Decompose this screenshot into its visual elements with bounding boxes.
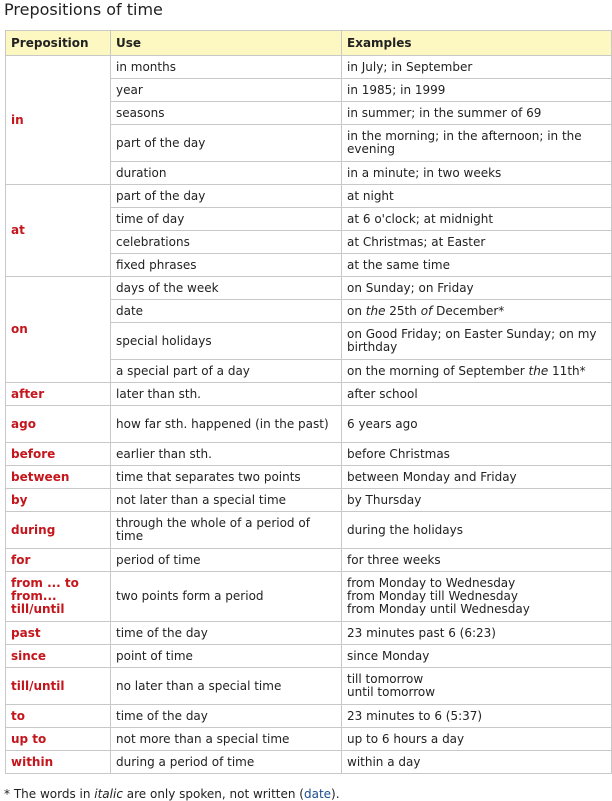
table-row (6, 489, 612, 512)
use-cell: part of the day (111, 185, 342, 208)
preposition-cell: from ... to from... till/until (6, 572, 111, 622)
preposition-cell: at (6, 185, 111, 277)
preposition-cell: for (6, 549, 111, 572)
table-row (6, 572, 612, 622)
spoken-only-word: of (420, 303, 433, 318)
example-cell: till tomorrow until tomorrow (342, 668, 612, 705)
preposition-cell: ago (6, 406, 111, 443)
example-cell: in a minute; in two weeks (342, 162, 612, 185)
example-cell: on Good Friday; on Easter Sunday; on my birthday (342, 323, 612, 360)
header-use: Use (111, 31, 342, 56)
use-cell: special holidays (111, 323, 342, 360)
use-cell: duration (111, 162, 342, 185)
footnote-text: are only spoken, not written ( (122, 787, 304, 801)
table-row (6, 751, 612, 774)
example-cell: by Thursday (342, 489, 612, 512)
table-row (6, 406, 612, 443)
table-row (6, 383, 612, 406)
example-cell: at night (342, 185, 612, 208)
preposition-cell: in (6, 56, 111, 185)
example-cell: at Christmas; at Easter (342, 231, 612, 254)
example-cell (342, 300, 612, 323)
footnote-italic-word: italic (94, 787, 123, 801)
preposition-cell: up to (6, 728, 111, 751)
use-cell: year (111, 79, 342, 102)
table-row (6, 622, 612, 645)
example-cell: from Monday to Wednesday from Monday till Wednesday from Monday until Wednesday (342, 572, 612, 622)
table-row (6, 668, 612, 705)
use-cell: period of time (111, 549, 342, 572)
use-cell: celebrations (111, 231, 342, 254)
example-cell: for three weeks (342, 549, 612, 572)
preposition-cell: till/until (6, 668, 111, 705)
example-text: on the morning of September (347, 363, 529, 378)
example-text: 11th* (548, 363, 586, 378)
example-cell: on Sunday; on Friday (342, 277, 612, 300)
use-cell: how far sth. happened (in the past) (111, 406, 342, 443)
example-cell: in July; in September (342, 56, 612, 79)
footnote (4, 787, 340, 801)
example-text: on (347, 303, 366, 318)
table-row (6, 728, 612, 751)
preposition-cell: during (6, 512, 111, 549)
example-cell (342, 360, 612, 383)
use-cell: days of the week (111, 277, 342, 300)
preposition-cell: to (6, 705, 111, 728)
table-row (6, 443, 612, 466)
example-cell: at the same time (342, 254, 612, 277)
example-cell: since Monday (342, 645, 612, 668)
use-cell: time of the day (111, 622, 342, 645)
example-cell: in summer; in the summer of 69 (342, 102, 612, 125)
example-cell: in 1985; in 1999 (342, 79, 612, 102)
footnote-text: ). (331, 787, 340, 801)
use-cell: not more than a special time (111, 728, 342, 751)
example-cell: before Christmas (342, 443, 612, 466)
table-row (6, 56, 612, 79)
use-cell: time of day (111, 208, 342, 231)
use-cell: date (111, 300, 342, 323)
preposition-cell: after (6, 383, 111, 406)
preposition-cell: since (6, 645, 111, 668)
example-cell: after school (342, 383, 612, 406)
use-cell: in months (111, 56, 342, 79)
use-cell: a special part of a day (111, 360, 342, 383)
use-cell: no later than a special time (111, 668, 342, 705)
example-cell: in the morning; in the afternoon; in the evening (342, 125, 612, 162)
table-header-row (6, 31, 612, 56)
example-cell: 6 years ago (342, 406, 612, 443)
table-row (6, 645, 612, 668)
table-row (6, 277, 612, 300)
prepositions-table (5, 30, 612, 774)
table-row (6, 705, 612, 728)
table-row (6, 512, 612, 549)
preposition-cell: past (6, 622, 111, 645)
example-cell: between Monday and Friday (342, 466, 612, 489)
example-text: December* (432, 303, 505, 318)
table-row (6, 549, 612, 572)
use-cell: two points form a period (111, 572, 342, 622)
example-cell: 23 minutes past 6 (6:23) (342, 622, 612, 645)
use-cell: not later than a special time (111, 489, 342, 512)
page-title: Prepositions of time (4, 0, 163, 19)
use-cell: during a period of time (111, 751, 342, 774)
use-cell: point of time (111, 645, 342, 668)
use-cell: time of the day (111, 705, 342, 728)
preposition-cell: within (6, 751, 111, 774)
use-cell: part of the day (111, 125, 342, 162)
example-text: 25th (385, 303, 421, 318)
preposition-cell: by (6, 489, 111, 512)
example-cell: up to 6 hours a day (342, 728, 612, 751)
example-cell: at 6 o'clock; at midnight (342, 208, 612, 231)
use-cell: time that separates two points (111, 466, 342, 489)
spoken-only-word: the (365, 303, 386, 318)
table-row (6, 185, 612, 208)
use-cell: seasons (111, 102, 342, 125)
use-cell: through the whole of a period of time (111, 512, 342, 549)
use-cell: later than sth. (111, 383, 342, 406)
use-cell: earlier than sth. (111, 443, 342, 466)
table-row (6, 466, 612, 489)
example-cell: 23 minutes to 6 (5:37) (342, 705, 612, 728)
example-cell: during the holidays (342, 512, 612, 549)
date-link[interactable]: date (303, 787, 332, 801)
preposition-cell: on (6, 277, 111, 383)
example-cell: within a day (342, 751, 612, 774)
footnote-text: * The words in (4, 787, 95, 801)
header-examples: Examples (342, 31, 612, 56)
preposition-cell: between (6, 466, 111, 489)
use-cell: fixed phrases (111, 254, 342, 277)
header-preposition: Preposition (6, 31, 111, 56)
preposition-cell: before (6, 443, 111, 466)
spoken-only-word: the (528, 363, 549, 378)
